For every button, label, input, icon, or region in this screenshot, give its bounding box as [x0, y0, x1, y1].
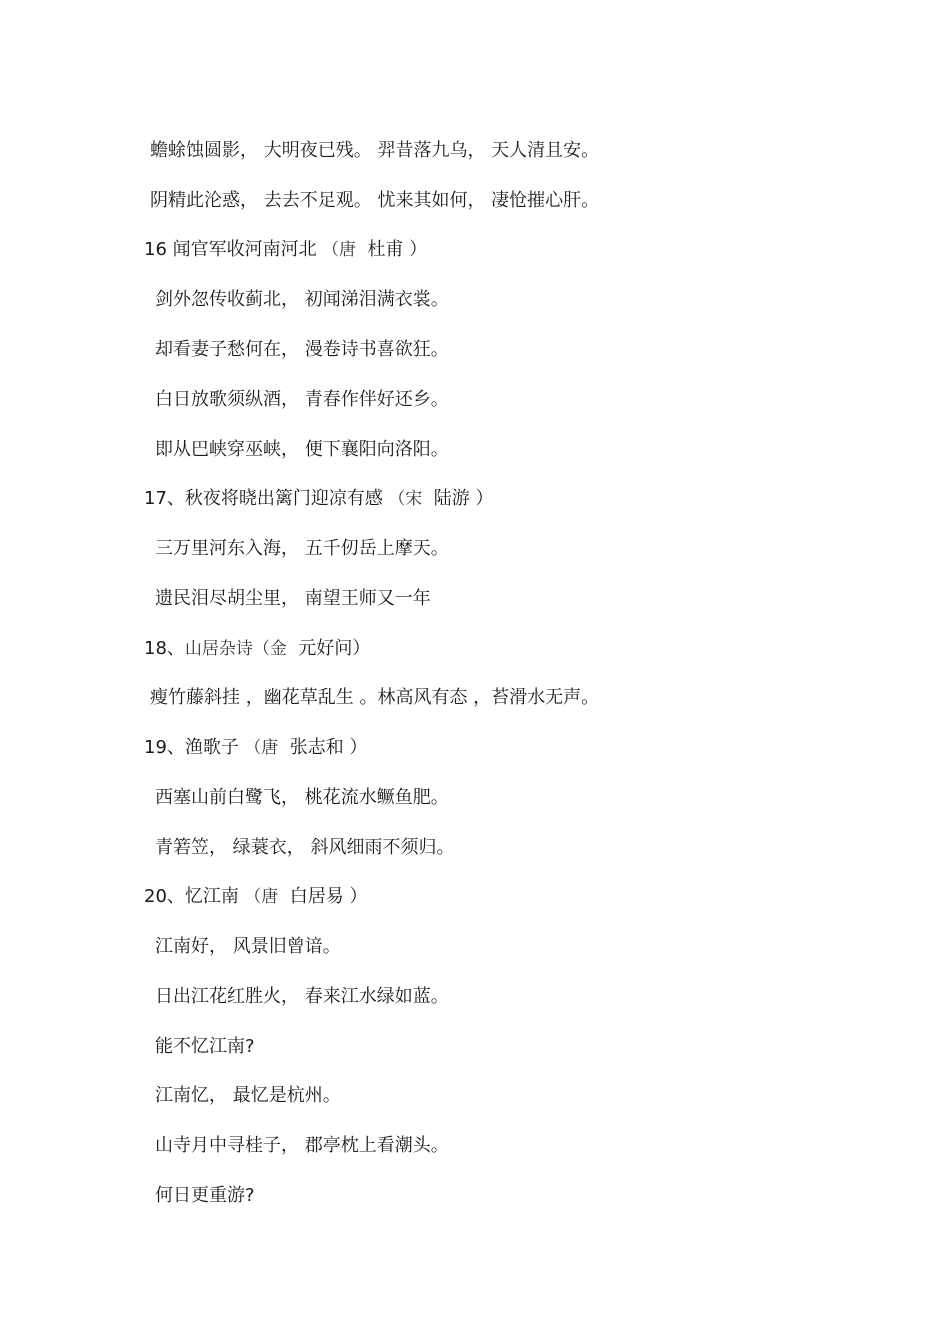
poem-dynasty: （唐 [238, 738, 279, 758]
poem-line: 瘦竹藤斜挂 ，幽花草乱生 。林高风有态 ，苔滑水无声。 [150, 687, 600, 708]
poem-author: 白居易 ） [278, 886, 368, 907]
poem-line: 白日放歌须纵酒， 青春作伴好还乡。 [155, 389, 449, 410]
poem-line: 三万里河东入海， 五千仞岳上摩天。 [155, 538, 449, 559]
poem-author: 陆游 ） [422, 488, 494, 509]
poem-dynasty: （唐 [238, 887, 279, 907]
poem-title: 18、 [144, 638, 185, 659]
poem-title: 17、秋夜将晓出篱门迎凉有感 [144, 488, 383, 509]
poem-line: 山寺月中寻桂子， 郡亭枕上看潮头。 [155, 1135, 449, 1156]
poem-line: 何日更重游? [155, 1185, 255, 1206]
poem-line: 蟾蜍蚀圆影， 大明夜已残。 羿昔落九乌， 天人清且安。 [150, 140, 600, 161]
poem-dynasty: （宋 [382, 489, 423, 509]
poem-heading [144, 736, 367, 760]
poem-line: 却看妻子愁何在， 漫卷诗书喜欲狂。 [155, 339, 449, 360]
poem-title: 16 闻官军收河南河北 [144, 239, 317, 260]
poem-dynasty: （唐 [316, 240, 357, 260]
poem-heading [144, 885, 367, 909]
poem-author: 元好问） [286, 638, 371, 659]
poem-author: 杜甫 ） [356, 239, 428, 260]
poem-line: 江南好， 风景旧曾谙。 [155, 936, 341, 957]
poem-heading [144, 238, 427, 262]
poem-line: 即从巴峡穿巫峡， 便下襄阳向洛阳。 [155, 439, 449, 460]
poem-title: 19、渔歌子 [144, 737, 239, 758]
poem-heading [144, 637, 370, 661]
poem-title: 20、忆江南 [144, 886, 239, 907]
poem-dynasty: 山居杂诗（金 [184, 639, 287, 659]
poem-author: 张志和 ） [278, 737, 368, 758]
poem-line: 日出江花红胜火， 春来江水绿如蓝。 [155, 986, 449, 1007]
poem-line: 江南忆， 最忆是杭州。 [155, 1085, 341, 1106]
poem-heading [144, 487, 493, 511]
poem-line: 西塞山前白鹭飞， 桃花流水鳜鱼肥。 [155, 787, 449, 808]
poem-line: 遗民泪尽胡尘里， 南望王师又一年 [155, 588, 431, 609]
poem-line: 青箬笠， 绿蓑衣， 斜风细雨不须归。 [155, 837, 455, 858]
poem-line: 剑外忽传收蓟北， 初闻涕泪满衣裳。 [155, 289, 449, 310]
poem-line: 阴精此沦惑， 去去不足观。 忧来其如何， 凄怆摧心肝。 [150, 190, 600, 211]
poem-line: 能不忆江南? [155, 1036, 255, 1057]
